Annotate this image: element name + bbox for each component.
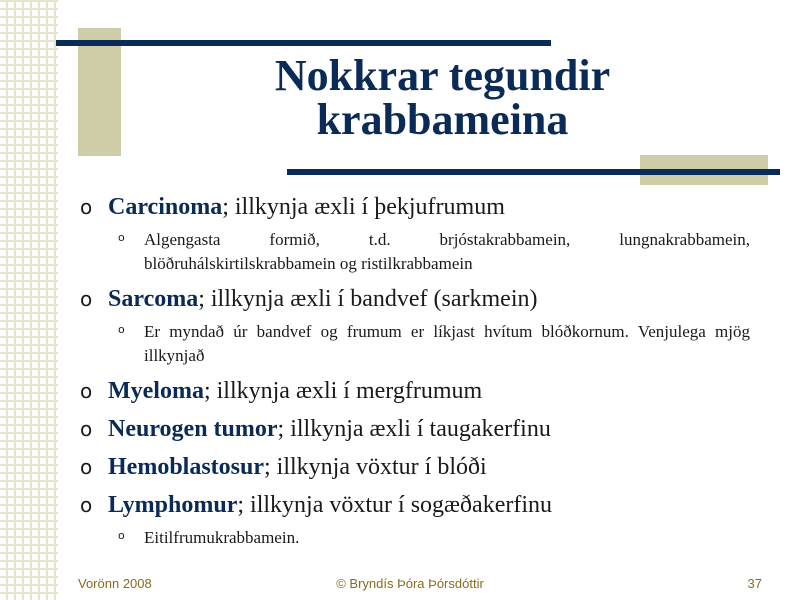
term-myeloma: Myeloma <box>108 378 204 404</box>
desc-neurogen-tumor: ; illkynja æxli í taugakerfinu <box>277 416 551 442</box>
sub-text-sarcoma: Er myndað úr bandvef og frumum er líkjast hvítum blóðkornum. Venjulega mjög illkynjað <box>144 322 750 365</box>
footer-page-number: 37 <box>747 576 762 591</box>
olive-accent-block-left <box>78 28 121 156</box>
sub-text-lymphomur: Eitilfrumukrabbamein. <box>144 528 300 547</box>
term-carcinoma: Carcinoma <box>108 194 223 220</box>
bullet-item-lymphomur <box>78 490 750 520</box>
desc-myeloma: ; illkynja æxli í mergfrumum <box>203 378 483 404</box>
desc-sarcoma: ; illkynja æxli í bandvef (sarkmein) <box>198 286 538 312</box>
term-hemoblastosur: Hemoblastosur <box>108 454 264 480</box>
bullet-item-carcinoma <box>78 192 750 222</box>
sub-item-lymphomur <box>78 526 750 550</box>
bullet-item-sarcoma <box>78 284 750 314</box>
bullet-icon: o <box>80 493 93 517</box>
desc-hemoblastosur: ; illkynja vöxtur í blóði <box>264 454 487 480</box>
bullet-icon: o <box>80 379 93 403</box>
title-rule-bottom <box>287 169 780 175</box>
sub-bullet-icon: o <box>118 323 125 336</box>
footer-author: © Bryndís Þóra Þórsdóttir <box>336 576 484 591</box>
sub-item-carcinoma <box>78 228 750 276</box>
checkered-strip <box>0 0 58 600</box>
slide-title <box>200 51 685 144</box>
sub-text-carcinoma: Algengasta formið, t.d. brjóstakrabbamein, lungnakrabbamein, blöðruhálskirtilskrabbamein og ristilkrabbamein <box>144 230 750 273</box>
sub-item-sarcoma <box>78 320 750 368</box>
bullet-icon: o <box>80 195 93 219</box>
term-lymphomur: Lymphomur <box>108 492 238 518</box>
bullet-icon: o <box>80 455 93 479</box>
term-neurogen-tumor: Neurogen tumor <box>108 416 278 442</box>
desc-carcinoma: ; illkynja æxli í þekjufrumum <box>222 194 505 220</box>
desc-lymphomur: ; illkynja vöxtur í sogæðakerfinu <box>237 492 552 518</box>
title-rule-top <box>56 40 551 46</box>
sub-bullet-icon: o <box>118 231 125 244</box>
bullet-item-hemoblastosur <box>78 452 750 482</box>
sub-bullet-icon: o <box>118 529 125 542</box>
bullet-list <box>78 192 750 558</box>
footer-date: Vorönn 2008 <box>78 576 152 591</box>
title-line-2: krabbameina <box>316 95 569 144</box>
bullet-icon: o <box>80 287 93 311</box>
bullet-icon: o <box>80 417 93 441</box>
bullet-item-neurogen-tumor <box>78 414 750 444</box>
bullet-item-myeloma <box>78 376 750 406</box>
term-sarcoma: Sarcoma <box>108 286 199 312</box>
title-line-1: Nokkrar tegundir <box>274 51 611 100</box>
